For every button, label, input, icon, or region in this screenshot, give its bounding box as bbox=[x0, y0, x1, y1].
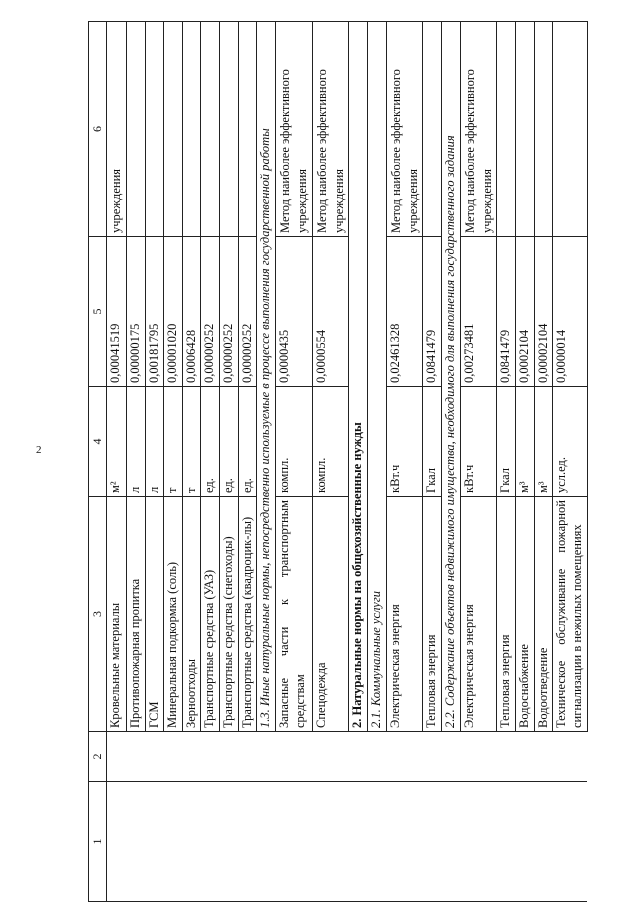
norm-value: 0,00000252 bbox=[220, 237, 239, 387]
empty-cell-2 bbox=[534, 732, 553, 782]
empty-cell-1 bbox=[275, 782, 312, 902]
empty-cell-2 bbox=[201, 732, 220, 782]
unit-cell: т bbox=[164, 387, 183, 497]
norm-value: 0,0002104 bbox=[516, 237, 535, 387]
table-row bbox=[238, 22, 257, 902]
method-cell bbox=[164, 22, 183, 237]
unit-cell: кВт.ч bbox=[386, 387, 423, 497]
method-cell bbox=[126, 22, 145, 237]
method-cell bbox=[516, 22, 535, 237]
table-row bbox=[497, 22, 516, 902]
method-cell bbox=[201, 22, 220, 237]
subsection-title: 2.1. Коммунальные услуги bbox=[368, 22, 387, 732]
table-row bbox=[220, 22, 239, 902]
empty-cell-2 bbox=[164, 732, 183, 782]
empty-cell-2 bbox=[516, 732, 535, 782]
norm-name: ГСМ bbox=[145, 497, 164, 732]
unit-cell: Гкал bbox=[497, 387, 516, 497]
norm-value: 0,00002104 bbox=[534, 237, 553, 387]
empty-cell-2 bbox=[349, 732, 368, 782]
method-cell bbox=[534, 22, 553, 237]
method-cell bbox=[423, 22, 442, 237]
empty-cell-1 bbox=[182, 782, 201, 902]
method-cell: Метод наиболее эффективного учреждения bbox=[386, 22, 423, 237]
table-row bbox=[516, 22, 535, 902]
table-row bbox=[534, 22, 553, 902]
table-row bbox=[145, 22, 164, 902]
table-row bbox=[126, 22, 145, 902]
norm-name: Транспортные средства (снегоходы) bbox=[220, 497, 239, 732]
empty-cell-2 bbox=[460, 732, 497, 782]
subsection-row bbox=[257, 22, 276, 902]
norm-value: 0,00000252 bbox=[201, 237, 220, 387]
col-num-2: 2 bbox=[89, 732, 107, 782]
norm-value: 0,00181795 bbox=[145, 237, 164, 387]
rotated-page bbox=[88, 69, 640, 902]
col-num-4: 4 bbox=[89, 387, 107, 497]
unit-cell: кВт.ч bbox=[460, 387, 497, 497]
empty-cell-1 bbox=[460, 782, 497, 902]
empty-cell-1 bbox=[126, 782, 145, 902]
norm-name: Тепловая энергия bbox=[497, 497, 516, 732]
subsection-title: 1.3. Иные натуральные нормы, непосредственно используемые в процессе выполнения государственной работы bbox=[257, 22, 276, 732]
subsection-title: 2.2. Содержание объектов недвижимого имущества, необходимого для выполнения государственного задания bbox=[442, 22, 461, 732]
method-cell: Метод наиболее эффективного учреждения bbox=[275, 22, 312, 237]
norms-table bbox=[88, 21, 588, 902]
unit-cell: т bbox=[182, 387, 201, 497]
method-cell bbox=[145, 22, 164, 237]
unit-cell: усл.ед. bbox=[553, 387, 587, 497]
method-cell: учреждения bbox=[107, 22, 127, 237]
page-number: 2 bbox=[36, 444, 42, 456]
norm-value: 0,00001020 bbox=[164, 237, 183, 387]
empty-cell-2 bbox=[553, 732, 587, 782]
empty-cell-2 bbox=[442, 732, 461, 782]
method-cell bbox=[220, 22, 239, 237]
method-cell: Метод наиболее эффективного учреждения bbox=[312, 22, 349, 237]
empty-cell-1 bbox=[312, 782, 349, 902]
norm-value: 0,0006428 bbox=[182, 237, 201, 387]
empty-cell-2 bbox=[107, 732, 127, 782]
norm-name: Транспортные средства (квадроцик-лы) bbox=[238, 497, 257, 732]
unit-cell: Гкал bbox=[423, 387, 442, 497]
empty-cell-1 bbox=[534, 782, 553, 902]
unit-cell: ед. bbox=[220, 387, 239, 497]
unit-cell: л bbox=[126, 387, 145, 497]
norm-value: 0,00041519 bbox=[107, 237, 127, 387]
empty-cell-1 bbox=[107, 782, 127, 902]
empty-cell-1 bbox=[516, 782, 535, 902]
empty-cell-2 bbox=[312, 732, 349, 782]
empty-cell-1 bbox=[201, 782, 220, 902]
empty-cell-2 bbox=[220, 732, 239, 782]
unit-cell: л bbox=[145, 387, 164, 497]
unit-cell: компл. bbox=[312, 387, 349, 497]
table-row bbox=[460, 22, 497, 902]
unit-cell: компл. bbox=[275, 387, 312, 497]
empty-cell-2 bbox=[275, 732, 312, 782]
norm-name: Запасные части к транспортным средствам bbox=[275, 497, 312, 732]
empty-cell-1 bbox=[220, 782, 239, 902]
norm-value: 0,0000014 bbox=[553, 237, 587, 387]
column-number-row bbox=[89, 22, 107, 902]
method-cell bbox=[553, 22, 587, 237]
empty-cell-1 bbox=[257, 782, 276, 902]
table-row bbox=[386, 22, 423, 902]
norm-value: 0,0000554 bbox=[312, 237, 349, 387]
empty-cell-2 bbox=[386, 732, 423, 782]
empty-cell-1 bbox=[386, 782, 423, 902]
table-row bbox=[553, 22, 587, 902]
norm-value: 0,00273481 bbox=[460, 237, 497, 387]
table-row bbox=[107, 22, 127, 902]
col-num-5: 5 bbox=[89, 237, 107, 387]
empty-cell-2 bbox=[126, 732, 145, 782]
empty-cell-1 bbox=[145, 782, 164, 902]
empty-cell-2 bbox=[368, 732, 387, 782]
empty-cell-1 bbox=[497, 782, 516, 902]
col-num-3: 3 bbox=[89, 497, 107, 732]
table-row bbox=[182, 22, 201, 902]
norm-name: Тепловая энергия bbox=[423, 497, 442, 732]
col-num-6: 6 bbox=[89, 22, 107, 237]
norm-name: Водоснабжение bbox=[516, 497, 535, 732]
norm-name: Противопожарная пропитка bbox=[126, 497, 145, 732]
subsection-row bbox=[368, 22, 387, 902]
subsection-row bbox=[442, 22, 461, 902]
norm-name: Спецодежда bbox=[312, 497, 349, 732]
unit-cell: м² bbox=[107, 387, 127, 497]
norm-name: Электрическая энергия bbox=[386, 497, 423, 732]
unit-cell: ед. bbox=[238, 387, 257, 497]
empty-cell-2 bbox=[257, 732, 276, 782]
table-row bbox=[423, 22, 442, 902]
norm-name: Зерноотходы bbox=[182, 497, 201, 732]
unit-cell: м³ bbox=[516, 387, 535, 497]
method-cell: Метод наиболее эффективного учреждения bbox=[460, 22, 497, 237]
empty-cell-1 bbox=[553, 782, 587, 902]
empty-cell-1 bbox=[442, 782, 461, 902]
table-row bbox=[201, 22, 220, 902]
norm-name: Минеральная подкормка (соль) bbox=[164, 497, 183, 732]
empty-cell-2 bbox=[182, 732, 201, 782]
empty-cell-1 bbox=[164, 782, 183, 902]
table-row bbox=[312, 22, 349, 902]
method-cell bbox=[238, 22, 257, 237]
empty-cell-1 bbox=[238, 782, 257, 902]
norm-name: Водоотведение bbox=[534, 497, 553, 732]
unit-cell: ед. bbox=[201, 387, 220, 497]
norm-value: 0,00000252 bbox=[238, 237, 257, 387]
table-row bbox=[275, 22, 312, 902]
empty-cell-2 bbox=[238, 732, 257, 782]
method-cell bbox=[182, 22, 201, 237]
norm-value: 0,0000435 bbox=[275, 237, 312, 387]
unit-cell: м³ bbox=[534, 387, 553, 497]
empty-cell-2 bbox=[423, 732, 442, 782]
empty-cell-1 bbox=[349, 782, 368, 902]
table-row bbox=[164, 22, 183, 902]
norm-value: 0,02461328 bbox=[386, 237, 423, 387]
empty-cell-1 bbox=[368, 782, 387, 902]
empty-cell-1 bbox=[423, 782, 442, 902]
norm-value: 0,0841479 bbox=[497, 237, 516, 387]
empty-cell-2 bbox=[497, 732, 516, 782]
col-num-1: 1 bbox=[89, 782, 107, 902]
empty-cell-2 bbox=[145, 732, 164, 782]
norm-value: 0,0841479 bbox=[423, 237, 442, 387]
norm-value: 0,00000175 bbox=[126, 237, 145, 387]
section-heading: 2. Натуральные нормы на общехозяйственные нужды bbox=[349, 22, 368, 732]
norm-name: Техническое обслуживание пожарной сигнализации в нежилых помещениях bbox=[553, 497, 587, 732]
method-cell bbox=[497, 22, 516, 237]
norm-name: Кровельные материалы bbox=[107, 497, 127, 732]
norm-name: Электрическая энергия bbox=[460, 497, 497, 732]
section-heading-row bbox=[349, 22, 368, 902]
norm-name: Транспортные средства (УАЗ) bbox=[201, 497, 220, 732]
